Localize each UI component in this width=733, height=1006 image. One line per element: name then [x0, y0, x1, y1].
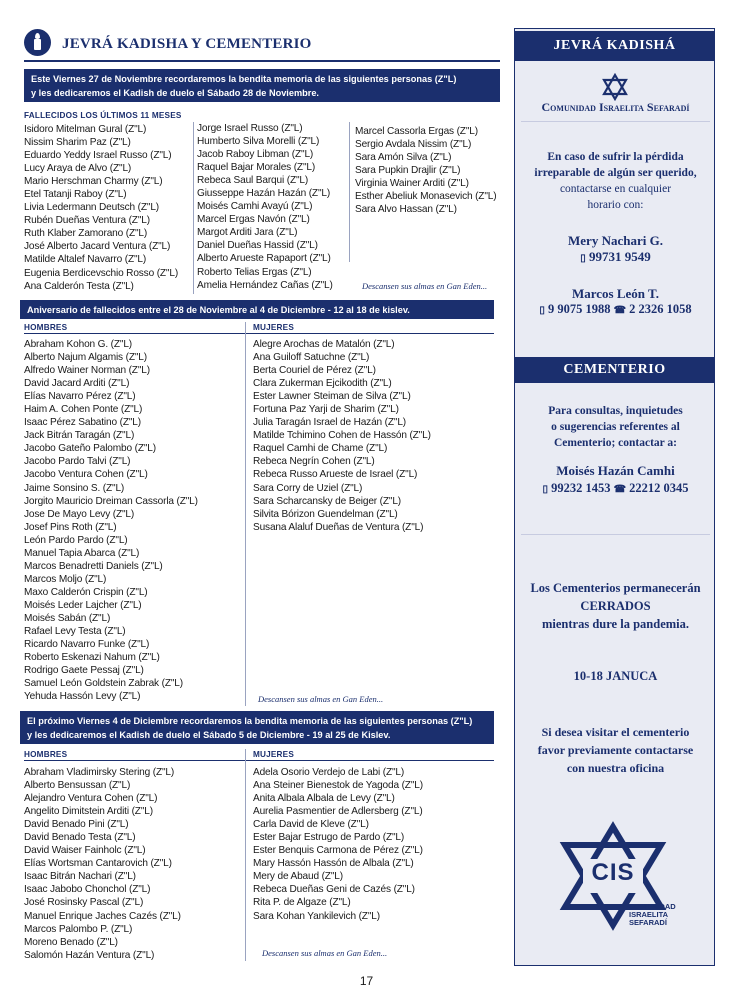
list-item: Sara Pupkin Drajlir (Z"L) — [355, 165, 461, 177]
list-item: Berta Couriel de Pérez (Z"L) — [253, 365, 376, 377]
list-item: León Pardo Pardo (Z"L) — [24, 534, 128, 546]
list-item: Matilde Tchimino Cohen de Hassón (Z"L) — [253, 430, 431, 442]
contact2-name: Marcos León T. — [571, 286, 660, 301]
list-item: Rubén Dueñas Ventura (Z"L) — [24, 215, 150, 227]
cis-logo-line3: SEFARADÍ — [629, 918, 667, 927]
list-item: Isaac Bitrán Nachari (Z"L) — [24, 871, 136, 883]
list-item: Jaime Sonsino S. (Z"L) — [24, 482, 125, 494]
column-divider — [349, 122, 350, 262]
section2-men-list — [24, 338, 198, 703]
list-item: Ester Lawner Steiman de Silva (Z"L) — [253, 391, 411, 403]
sidebar-intro — [515, 149, 716, 213]
list-item: Manuel Tapia Abarca (Z"L) — [24, 547, 140, 559]
section3-men-list — [24, 766, 181, 962]
list-item: Sara Corry de Uziel (Z"L) — [253, 482, 363, 494]
cementerio-line2: o sugerencias referentes al — [551, 421, 680, 433]
section3-rule — [24, 760, 494, 761]
cis-logo-line1: COMUNIDAD — [629, 902, 676, 911]
sidebar-divider — [521, 121, 710, 122]
section2-women-label: MUJERES — [253, 323, 294, 332]
list-item: Isidoro Mitelman Gural (Z"L) — [24, 124, 147, 135]
section3-women-label: MUJERES — [253, 750, 294, 759]
sidebar-intro-line1: En caso de sufrir la pérdida — [547, 151, 684, 163]
list-item: José Alberto Jacard Ventura (Z"L) — [24, 241, 171, 253]
list-item: Margot Arditi Jara (Z"L) — [197, 227, 298, 239]
list-item: Virginia Wainer Arditi (Z"L) — [355, 178, 469, 190]
list-item: Rodrigo Gaete Pessaj (Z"L) — [24, 665, 144, 677]
list-item: Humberto Silva Morelli (Z"L) — [197, 136, 320, 148]
list-item: Jorgito Mauricio Dreiman Cassorla (Z"L) — [24, 495, 198, 507]
page-title: JEVRÁ KADISHA Y CEMENTERIO — [62, 36, 312, 52]
cis-logo — [543, 821, 683, 931]
sidebar-intro-line4: horario con: — [587, 199, 644, 211]
visit-line1: Si desea visitar el cementerio — [541, 725, 690, 739]
list-item: Susana Alaluf Dueñas de Ventura (Z"L) — [253, 521, 424, 533]
list-item: Mary Hassón Hassón de Albala (Z"L) — [253, 858, 414, 870]
list-item: Ester Benquis Carmona de Pérez (Z"L) — [253, 845, 423, 857]
list-item: Etel Tatanji Raboy (Z"L) — [24, 189, 127, 201]
list-item: Salomón Hazán Ventura (Z"L) — [24, 949, 155, 961]
list-item: Aurelia Pasmentier de Adlersberg (Z"L) — [253, 806, 423, 818]
section1-subheading: FALLECIDOS LOS ÚLTIMOS 11 MESES — [24, 111, 182, 120]
sidebar-community: Comunidad Israelita Sefaradí — [541, 100, 690, 114]
section1-column1 — [24, 123, 178, 293]
list-item: Haim A. Cohen Ponte (Z"L) — [24, 404, 143, 416]
cementerio-line1: Para consultas, inquietudes — [548, 405, 683, 417]
list-item: Mario Herschman Charmy (Z"L) — [24, 176, 163, 188]
visit-line3: con nuestra oficina — [566, 761, 665, 775]
contact3-name: Moisés Hazán Camhi — [556, 463, 675, 478]
list-item: Raquel Bajar Morales (Z"L) — [197, 162, 316, 174]
list-item: Alberto Najum Algamis (Z"L) — [24, 352, 147, 364]
contact2-mobile[interactable]: 9 9075 1988 — [547, 302, 611, 316]
column-divider — [245, 322, 246, 706]
list-item: Fortuna Paz Yarji de Sharim (Z"L) — [253, 404, 399, 416]
mobile-phone-icon: ▯ — [580, 253, 586, 264]
cementerio-intro — [515, 403, 716, 451]
list-item: Abraham Vladimirsky Stering (Z"L) — [24, 767, 175, 778]
list-item: Jacobo Ventura Cohen (Z"L) — [24, 469, 148, 481]
contact3-mobile[interactable]: 99232 1453 — [551, 481, 611, 495]
list-item: Rita P. de Algaze (Z"L) — [253, 897, 351, 909]
closed-notice — [515, 579, 716, 633]
list-item: Esther Abeliuk Monasevich (Z"L) — [355, 191, 497, 203]
list-item: Alejandro Ventura Cohen (Z"L) — [24, 793, 158, 805]
list-item: Rebeca Negrín Cohen (Z"L) — [253, 456, 375, 468]
contact1-name: Mery Nachari G. — [568, 233, 663, 248]
list-item: Livia Ledermann Deutsch (Z"L) — [24, 202, 160, 214]
list-item: Ruth Klaber Zamorano (Z"L) — [24, 228, 148, 240]
contact3-landline[interactable]: 22212 0345 — [629, 481, 689, 495]
list-item: David Benado Pini (Z"L) — [24, 819, 129, 831]
list-item: Jacobo Pardo Talvi (Z"L) — [24, 456, 131, 468]
list-item: Carla David de Kleve (Z"L) — [253, 819, 369, 831]
list-item: Roberto Eskenazi Nahum (Z"L) — [24, 652, 160, 664]
list-item: Jose De Mayo Levy (Z"L) — [24, 508, 135, 520]
list-item: Roberto Telias Ergas (Z"L) — [197, 266, 312, 278]
list-item: Adela Osorio Verdejo de Labi (Z"L) — [253, 767, 405, 778]
sidebar-title: JEVRÁ KADISHÁ — [514, 31, 715, 61]
section2-banner: Aniversario de fallecidos entre el 28 de Noviembre al 4 de Diciembre - 12 al 18 de kislev. — [20, 300, 494, 319]
list-item: Nissim Sharim Paz (Z"L) — [24, 137, 131, 149]
list-item: Isaac Pérez Sabatino (Z"L) — [24, 417, 141, 429]
cementerio-line3: Cementerio; contactar a: — [553, 437, 678, 449]
closed-line3: mientras dure la pandemia. — [542, 617, 689, 631]
section3-men-label: HOMBRES — [24, 750, 68, 759]
contact1-phone[interactable]: 99731 9549 — [589, 249, 651, 264]
janucah-dates: 10-18 JANUCA — [573, 669, 658, 683]
memorial-candle-icon — [24, 29, 51, 56]
list-item: Marcos Palombo P. (Z"L) — [24, 923, 133, 935]
section2-rule — [24, 333, 494, 334]
list-item: David Jacard Arditi (Z"L) — [24, 378, 130, 390]
list-item: Mery de Abaud (Z"L) — [253, 871, 343, 883]
list-item: Daniel Dueñas Hassid (Z"L) — [197, 240, 318, 252]
list-item: Ana Steiner Bienestok de Yagoda (Z"L) — [253, 780, 423, 792]
closed-line1: Los Cementerios permanecerán — [530, 581, 701, 595]
list-item: Samuel León Goldstein Zabrak (Z"L) — [24, 678, 183, 690]
list-item: Moreno Benado (Z"L) — [24, 936, 118, 948]
list-item: Sara Scharcansky de Beiger (Z"L) — [253, 495, 402, 507]
list-item: Rebeca Russo Arueste de Israel (Z"L) — [253, 469, 418, 481]
closed-line2: CERRADOS — [580, 599, 651, 613]
section2-men-label: HOMBRES — [24, 323, 68, 332]
section3-banner-line1: El próximo Viernes 4 de Diciembre recordaremos la bendita memoria de las siguientes personas (Z"L) — [27, 716, 473, 726]
list-item: Ana Calderón Testa (Z"L) — [24, 280, 134, 292]
section3-banner-line2: y les dedicaremos el Kadish de duelo el Sábado 5 de Diciembre - 19 al 25 de Kislev. — [27, 730, 391, 740]
list-item: Elías Navarro Pérez (Z"L) — [24, 391, 136, 403]
section1-banner-line1: Este Viernes 27 de Noviembre recordaremos la bendita memoria de las siguientes personas (Z"L) — [31, 74, 457, 84]
page-number: 17 — [359, 974, 374, 988]
mobile-phone-icon: ▯ — [542, 484, 548, 495]
mobile-phone-icon: ▯ — [539, 305, 545, 316]
list-item: Ana Guiloff Satuchne (Z"L) — [253, 352, 370, 364]
section1-banner-line2: y les dedicaremos el Kadish de duelo el Sábado 28 de Noviembre. — [31, 88, 319, 98]
list-item: David Benado Testa (Z"L) — [24, 832, 136, 844]
list-item: Alberto Arueste Rapaport (Z"L) — [197, 253, 331, 265]
list-item: Angelito Dimitstein Arditi (Z"L) — [24, 806, 153, 818]
contact2-phone-row — [515, 302, 716, 317]
list-item: Ricardo Navarro Funke (Z"L) — [24, 639, 150, 651]
column-divider — [193, 122, 194, 294]
list-item: Rebeca Dueñas Geni de Cazés (Z"L) — [253, 884, 415, 896]
list-item: José Rosinsky Pascal (Z"L) — [24, 897, 144, 909]
list-item: Abraham Kohon G. (Z"L) — [24, 339, 132, 350]
landline-phone-icon: ☎ — [613, 484, 627, 495]
list-item: Jacob Raboy Libman (Z"L) — [197, 149, 314, 161]
section3-banner — [20, 711, 494, 744]
list-item: Yehuda Hassón Levy (Z"L) — [24, 691, 141, 703]
list-item: Amelia Hernández Cañas (Z"L) — [197, 279, 333, 291]
section1-column3 — [355, 125, 496, 216]
cis-logo-letters: CIS — [591, 859, 635, 886]
list-item: Lucy Araya de Alvo (Z"L) — [24, 163, 132, 175]
list-item: Alegre Arochas de Matalón (Z"L) — [253, 339, 395, 350]
list-item: Marcos Benadretti Daniels (Z"L) — [24, 560, 163, 572]
visit-line2: favor previamente contactarse — [537, 743, 694, 757]
list-item: Giusseppe Hazán Hazán (Z"L) — [197, 188, 331, 200]
header-rule — [24, 60, 500, 62]
list-item: Josef Pins Roth (Z"L) — [24, 521, 117, 533]
list-item: Rebeca Saul Barqui (Z"L) — [197, 175, 309, 187]
list-item: Eduardo Yeddy Israel Russo (Z"L) — [24, 150, 172, 162]
section2-women-list — [253, 338, 431, 534]
list-item: Moisés Leder Lajcher (Z"L) — [24, 599, 142, 611]
section1-banner — [24, 69, 500, 102]
list-item: Manuel Enrique Jaches Cazés (Z"L) — [24, 910, 181, 922]
list-item: Isaac Jabobo Chonchol (Z"L) — [24, 884, 151, 896]
list-item: Elías Wortsman Cantarovich (Z"L) — [24, 858, 172, 870]
sidebar-divider — [521, 534, 710, 535]
list-item: Jorge Israel Russo (Z"L) — [197, 123, 303, 134]
list-item: Jacobo Gateño Palombo (Z"L) — [24, 443, 156, 455]
list-item: Moisés Camhi Avayú (Z"L) — [197, 201, 313, 213]
list-item: Sergio Avdala Nissim (Z"L) — [355, 139, 472, 151]
list-item: Marcel Ergas Navón (Z"L) — [197, 214, 310, 226]
cis-logo-text — [629, 903, 676, 927]
column-divider — [245, 749, 246, 961]
list-item: David Waiser Fainholc (Z"L) — [24, 845, 146, 857]
list-item: Sara Amón Silva (Z"L) — [355, 152, 452, 164]
list-item: Eugenia Berdicevschio Rosso (Z"L) — [24, 267, 179, 279]
list-item: Matilde Altalef Navarro (Z"L) — [24, 254, 147, 266]
contact1-phone-row — [515, 249, 716, 265]
contact3-phone-row — [515, 481, 716, 496]
list-item: Clara Zukerman Ejcikodith (Z"L) — [253, 378, 392, 390]
list-item: Raquel Camhi de Chame (Z"L) — [253, 443, 388, 455]
list-item: Sara Alvo Hassan (Z"L) — [355, 204, 457, 216]
cementerio-title: CEMENTERIO — [514, 357, 715, 383]
list-item: Silvita Bórizon Guendelman (Z"L) — [253, 508, 398, 520]
list-item: Marcel Cassorla Ergas (Z"L) — [355, 126, 478, 137]
section2-note: Descansen sus almas en Gan Eden... — [258, 694, 384, 704]
sidebar-intro-line3: contactarse en cualquier — [559, 183, 672, 195]
section1-column2 — [197, 122, 333, 292]
section1-note: Descansen sus almas en Gan Eden... — [362, 281, 488, 291]
list-item: Alfredo Wainer Norman (Z"L) — [24, 365, 150, 377]
section3-note: Descansen sus almas en Gan Eden... — [262, 948, 388, 958]
star-of-david-icon — [601, 73, 629, 101]
list-item: Sara Kohan Yankilevich (Z"L) — [253, 910, 380, 922]
list-item: Rafael Levy Testa (Z"L) — [24, 626, 126, 638]
sidebar-intro-line2: irreparable de algún ser querido, — [534, 167, 697, 179]
list-item: Anita Albala Albala de Levy (Z"L) — [253, 793, 395, 805]
section3-women-list — [253, 766, 423, 923]
list-item: Moisés Sabán (Z"L) — [24, 612, 111, 624]
contact2-landline[interactable]: 2 2326 1058 — [629, 302, 692, 316]
list-item: Julia Taragán Israel de Hazán (Z"L) — [253, 417, 406, 429]
list-item: Jack Bitrán Taragán (Z"L) — [24, 430, 135, 442]
sidebar-panel — [514, 28, 715, 966]
cis-logo-line2: ISRAELITA — [629, 910, 669, 919]
list-item: Maxo Calderón Crispin (Z"L) — [24, 586, 148, 598]
visit-notice — [515, 723, 716, 777]
list-item: Ester Bajar Estrugo de Pardo (Z"L) — [253, 832, 405, 844]
landline-phone-icon: ☎ — [613, 305, 627, 316]
list-item: Marcos Moljo (Z"L) — [24, 573, 107, 585]
list-item: Alberto Bensussan (Z"L) — [24, 780, 131, 792]
